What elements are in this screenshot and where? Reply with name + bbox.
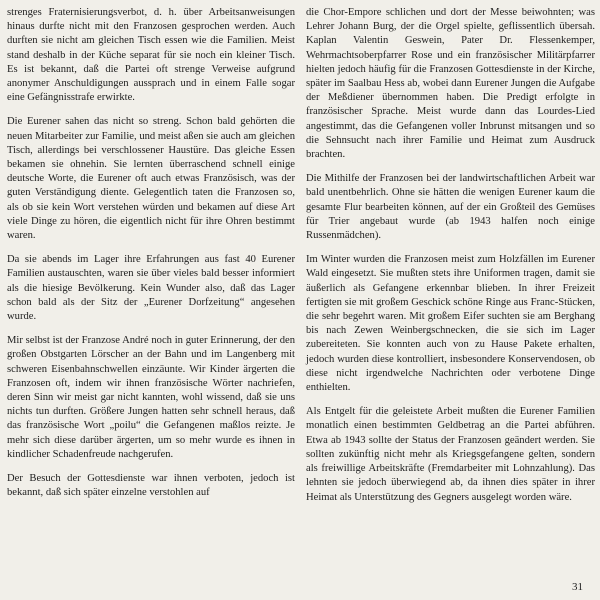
left-text-column: [7, 6, 295, 511]
paragraph: Mir selbst ist der Franzose André noch in guter Erinnerung, der den großen Obstgarten Lörscher an der Bahn und im Langenberg mit schweren Eisenbahnschwellen einzäunte. Wir Kinder ärgerten die Franzosen oft, indem wir ihnen französische Wörter nachriefen, deren Sinn wir meist gar nicht kannten, wohl wissend, daß sie uns nichts tun durften. Größere Jungen hatten sehr schnell heraus, daß das französische Wort „poilu“ die Gefangenen maßlos reizte. Je mehr sich diese darüber ärgerten, um so mehr wurde es ihnen in kindlicher Schadenfreude nachgerufen.: [7, 335, 295, 460]
paragraph: Der Besuch der Gottesdienste war ihnen verboten, jedoch ist bekannt, daß sich später einzelne verstohlen auf: [7, 473, 295, 499]
paragraph: Die Mithilfe der Franzosen bei der landwirtschaftlichen Arbeit war bald unentbehrlich. Ohne sie hätten die wenigen Eurener kaum die gesamte Flur bearbeiten können, auf der ein Großteil des Gemüses für Trier angebaut wurde (ab 1943 halfen noch einige Russenmädchen).: [306, 173, 595, 242]
paragraph: Als Entgelt für die geleistete Arbeit mußten die Eurener Familien monatlich einen bestimmten Geldbetrag an die Partei abführen. Etwa ab 1943 sollte der Status der Franzosen geändert werden. Sie sollten zukünftig nicht mehr als Kriegsgefangene gelten, sondern als freiwillige Arbeitskräfte (Fremdarbeiter mit Lohnzahlung). Das lehnten sie jedoch überwiegend ab, da ihnen dies später in ihrer Heimat als Unterstützung des Gegners ausgelegt worden wäre.: [306, 406, 595, 503]
paragraph: Da sie abends im Lager ihre Erfahrungen aus fast 40 Eurener Familien austauschten, waren sie über vieles bald besser informiert als die hiesige Bevölkerung. Kein Wunder also, daß das Lager schon bald als der Sitz der „Eurener Dorfzeitung“ angesehen wurde.: [7, 254, 295, 323]
right-text-column: [306, 6, 595, 515]
page-number: 31: [572, 581, 583, 593]
paragraph: Im Winter wurden die Franzosen meist zum Holzfällen im Eurener Wald eingesetzt. Sie mußten stets ihre Uniformen tragen, damit sie äußerlich als Gefangene erkennbar blieben. In ihrer Freizeit fertigten sie mit großem Geschick schöne Ringe aus Franc-Stücken, die sehr begehrt waren. Mit großem Eifer suchten sie am Berghang bis nach Zewen Weinbergschnecken, die sie sich im Lager zubereiteten. Sie konnten auch von zu Hause Pakete erhalten, jedoch wurden diese kontrolliert, insbesondere Konservendosen, ob diese nicht irgendwelche Nachrichten oder verbotene Dinge enthielten.: [306, 254, 595, 394]
paragraph: Die Eurener sahen das nicht so streng. Schon bald gehörten die neuen Mitarbeiter zur Familie, und meist aßen sie auch am gleichen Tisch, allerdings bei verschlossener Haustüre. Das gleiche Essen bekamen sie ohnehin. Sie lernten überraschend schnell einige deutsche Worte, die Eurener oft auch etwas Französisch, was der guten Verständigung diente. Gelegentlich taten die Franzosen so, als ob sie kein Wort verstehen würden und bekamen auf diese Art viele Dinge zu hören, die eigentlich nicht für ihre Ohren bestimmt waren.: [7, 116, 295, 242]
paragraph: strenges Fraternisierungsverbot, d. h. über Arbeitsanweisungen hinaus durfte nicht mit den Franzosen gesprochen werden. Auch durften sie nicht am gleichen Tisch essen wie die Familien. Meist stand deshalb in der Küche separat für sie noch ein kleiner Tisch. Es ist bekannt, daß die Partei oft strenge Verweise aufgrund anonymer Anschuldigungen aussprach und in einem Falle sogar eine Gefängnisstrafe erwirkte.: [7, 7, 295, 104]
paragraph: die Chor-Empore schlichen und dort der Messe beiwohnten; was Lehrer Johann Burg, der die Orgel spielte, geflissentlich übersah. Kaplan Valentin Geswein, Pater Dr. Flessenkemper, Wehrmachtsoberpfarrer Rose und ein französischer Militärpfarrer hielten jedoch häufig für die Franzosen Gottesdienste in der Kirche, später im Saalbau Hess ab, wobei dann Eurener Jungen die Aufgabe der Meßdiener übernommen haben. Die Predigt erfolgte in französischer Sprache. Meist wurde dann das Lourdes-Lied angestimmt, das die Gefangenen voller Inbrunst mitsangen und so die Sehnsucht nach ihrer Familie und Heimat zum Ausdruck brachten.: [306, 7, 595, 161]
